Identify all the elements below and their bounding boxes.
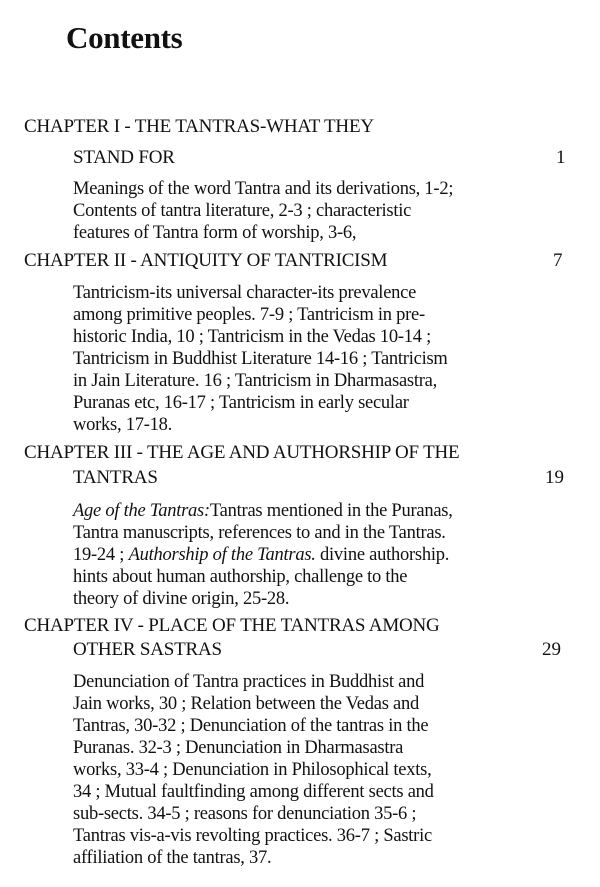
chapter-2-page-number: 7 xyxy=(553,250,563,271)
chapter-2-desc-line: works, 17-18. xyxy=(73,415,173,435)
chapter-3-page-number: 19 xyxy=(545,467,564,488)
chapter-3-desc-line: Tantra manuscripts, references to and in the Tantras. xyxy=(73,523,446,543)
chapter-4-desc-line: works, 33-4 ; Denunciation in Philosophical texts, xyxy=(73,760,432,780)
chapter-1-heading-line-2: STAND FOR xyxy=(73,147,175,168)
chapter-4-desc-line: Jain works, 30 ; Relation between the Vedas and xyxy=(73,694,420,714)
chapter-1-page-number: 1 xyxy=(556,147,566,168)
chapter-1-heading-line-1: CHAPTER I - THE TANTRAS-WHAT THEY xyxy=(24,116,374,137)
chapter-2-heading-line-1: CHAPTER II - ANTIQUITY OF TANTRICISM xyxy=(24,250,388,271)
chapter-4-desc-line: 34 ; Mutual faultfinding among different sects and xyxy=(73,782,434,802)
chapter-2-desc-line: Puranas etc, 16-17 ; Tantricism in early secular xyxy=(73,393,409,413)
chapter-2-desc-line: among primitive peoples. 7-9 ; Tantricism in pre- xyxy=(73,305,425,325)
chapter-4-page-number: 29 xyxy=(542,639,561,660)
chapter-2-desc-line: Tantricism in Buddhist Literature 14-16 ; Tantricism xyxy=(73,349,448,369)
chapter-1-desc-line: Meanings of the word Tantra and its derivations, 1-2; xyxy=(73,179,454,199)
chapter-3-italic-authorship: Authorship of the Tantras. xyxy=(128,545,316,565)
chapter-2-desc-line: in Jain Literature. 16 ; Tantricism in Dharmasastra, xyxy=(73,371,437,391)
chapter-4-desc-line: Puranas. 32-3 ; Denunciation in Dharmasastra xyxy=(73,738,404,758)
chapter-4-heading-line-2: OTHER SASTRAS xyxy=(73,639,222,660)
chapter-3-desc-line: Age of the Tantras:Tantras mentioned in the Puranas, xyxy=(73,501,453,521)
chapter-3-desc-line: 19-24 ; Authorship of the Tantras. divine authorship. xyxy=(73,545,450,565)
chapter-4-desc-line: affiliation of the tantras, 37. xyxy=(73,848,272,868)
chapter-3-desc-line: hints about human authorship, challenge to the xyxy=(73,567,408,587)
chapter-4-desc-line: Denunciation of Tantra practices in Buddhist and xyxy=(73,672,425,692)
chapter-3-italic-age: Age of the Tantras: xyxy=(73,501,210,521)
chapter-2-desc-line: Tantricism-its universal character-its prevalence xyxy=(73,283,417,303)
chapter-3-heading-line-2: TANTRAS xyxy=(73,467,158,488)
chapter-2-desc-line: historic India, 10 ; Tantricism in the Vedas 10-14 ; xyxy=(73,327,432,347)
chapter-1-desc-line: Contents of tantra literature, 2-3 ; characteristic xyxy=(73,201,412,221)
chapter-4-desc-line: sub-sects. 34-5 ; reasons for denunciation 35-6 ; xyxy=(73,804,417,824)
chapter-3-heading-line-1: CHAPTER III - THE AGE AND AUTHORSHIP OF THE xyxy=(24,442,460,463)
chapter-4-heading-line-1: CHAPTER IV - PLACE OF THE TANTRAS AMONG xyxy=(24,615,440,636)
chapter-3-desc-line: theory of divine origin, 25-28. xyxy=(73,589,290,609)
page-title: Contents xyxy=(66,20,183,55)
chapter-1-desc-line: features of Tantra form of worship, 3-6, xyxy=(73,223,357,243)
chapter-4-desc-line: Tantras, 30-32 ; Denunciation of the tantras in the xyxy=(73,716,429,736)
chapter-4-desc-line: Tantras vis-a-vis revolting practices. 36-7 ; Sastric xyxy=(73,826,432,846)
